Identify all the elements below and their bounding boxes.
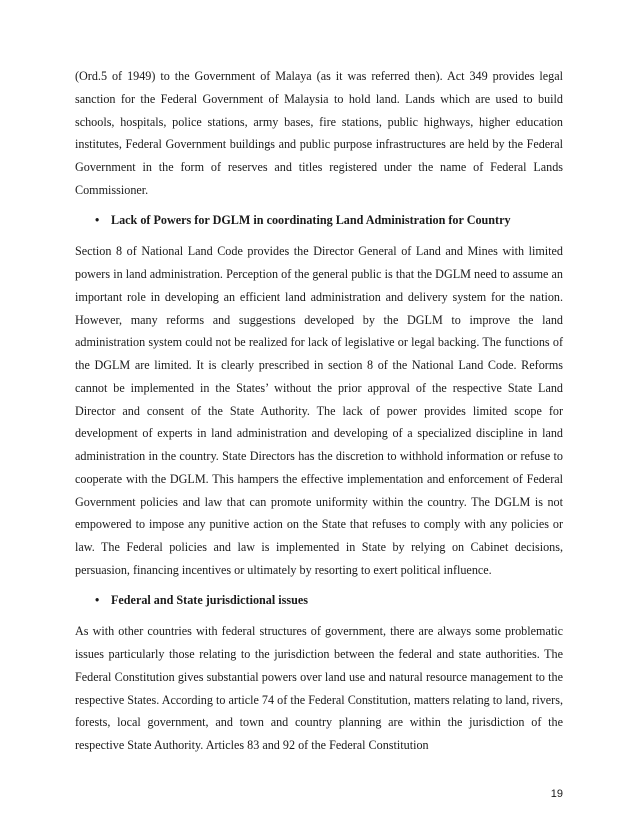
paragraph-federal-lands: (Ord.5 of 1949) to the Government of Malaya (as it was referred then). Act 349 provides legal sanction for the Federal Government of Malaysia to hold land. Lands which are used to build schools, hospitals, police stations, army bases, fire stations, public highways, higher education institutes, Federal Government buildings and public purpose infrastructures are held by the Federal Government in the form of reserves and titles registered under the name of Federal Lands Commissioner. [75,69,563,197]
bullet-icon: • [95,212,100,227]
bullet-heading-jurisdiction [75,589,563,612]
paragraph-jurisdiction: As with other countries with federal structures of government, there are always some problematic issues particularly those relating to the jurisdiction between the federal and state authorities. The Federal Constitution gives substantial powers over land use and natural resource management to the respective States. According to article 74 of the Federal Constitution, matters relating to land, rivers, forests, local government, and town and country planning are within the jurisdiction of the respective State Authority. Articles 83 and 92 of the Federal Constitution [75,624,563,752]
bullet-heading-text: Lack of Powers for DGLM in coordinating Land Administration for Country [111,212,511,227]
page-number: 19 [550,788,563,800]
bullet-heading-text: Federal and State jurisdictional issues [111,592,308,607]
page-body [75,65,563,757]
paragraph-dglm-powers: Section 8 of National Land Code provides the Director General of Land and Mines with limited powers in land administration. Perception of the general public is that the DGLM need to assume an important role in developing an efficient land administration and delivery system for the nation. However, many reforms and suggestions developed by the DGLM to improve the land administration system could not be realized for lack of legislative or legal backing. The functions of the DGLM are limited. It is clearly prescribed in section 8 of the National Land Code. Reforms cannot be implemented in the States’ without the prior approval of the respective State Land Director and consent of the State Authority. The lack of power provides limited scope for development of experts in land administration and developing of a specialized discipline in land administration in the country. State Directors has the discretion to withhold information or refuse to cooperate with the DGLM. This hampers the effective implementation and enforcement of Federal Government policies and law that can promote uniformity within the country. The DGLM is not empowered to impose any punitive action on the State that refuses to comply with any policies or law. The Federal policies and law is implemented in State by relying on Cabinet decisions, persuasion, financing incentives or ultimately by resorting to exert political influence. [75,244,563,577]
bullet-icon: • [95,592,100,607]
bullet-heading-dglm-powers [75,209,563,232]
